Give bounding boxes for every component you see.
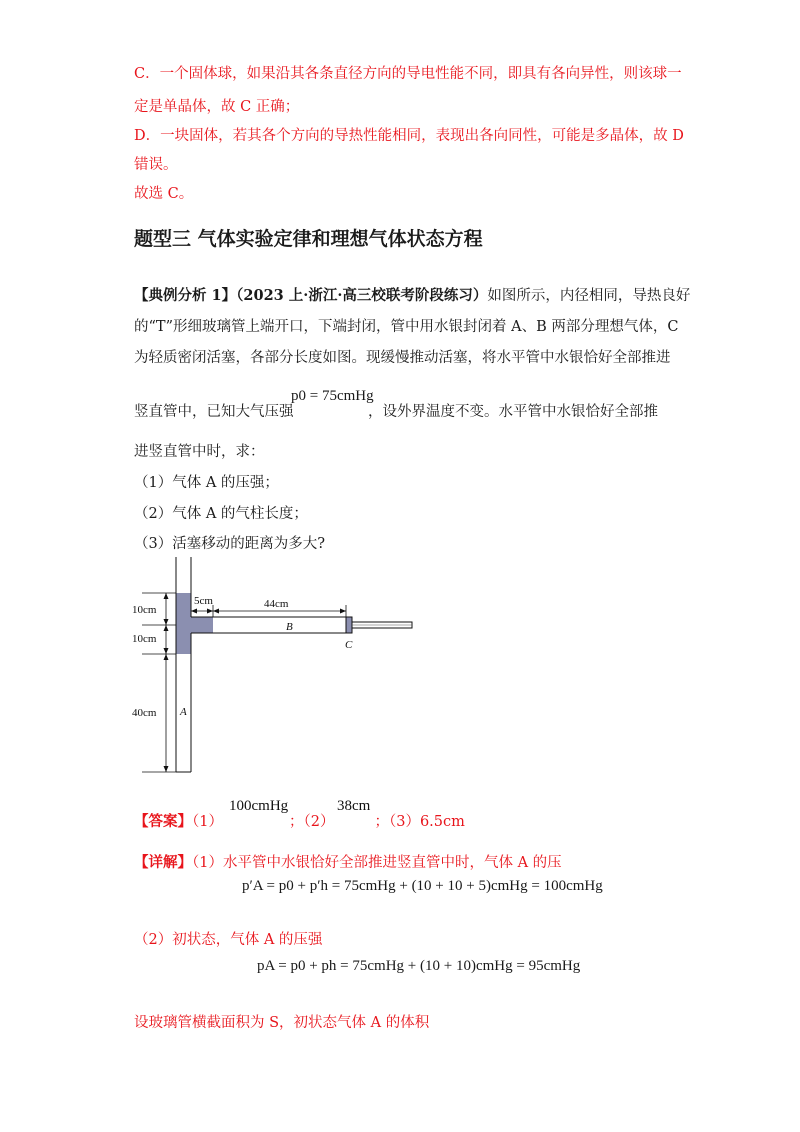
example-line3: 为轻质密闭活塞，各部分长度如图。现缓慢推动活塞，将水平管中水银恰好全部推进 — [134, 350, 671, 366]
label-5cm: 5cm — [194, 595, 213, 607]
section-title: 题型三 气体实验定律和理想气体状态方程 — [134, 228, 483, 250]
p0-formula: p0 = 75cmHg — [291, 388, 374, 404]
arrow-icon — [164, 766, 169, 772]
option-c-line2: 定是单晶体，故 C 正确； — [134, 99, 300, 115]
example-line4-pre: 竖直管中，已知大气压强 — [134, 404, 294, 420]
label-10cm-mid: 10cm — [132, 633, 157, 645]
label-gas-a: A — [180, 706, 187, 718]
answer-tag: 【答案】 — [134, 813, 192, 830]
arrow-icon — [164, 654, 169, 660]
detail-text-1: （1）水平管中水银恰好全部推进竖直管中时，气体 A 的压 — [192, 855, 562, 871]
answer-line — [134, 812, 465, 832]
detail-line1 — [134, 853, 562, 873]
answer-1-num: （1） — [192, 814, 223, 830]
option-c-line1: C．一个固体球，如果沿其各条直径方向的导电性能不同，即具有各向异性，则该球一 — [134, 66, 682, 82]
mercury-vertical — [176, 593, 191, 654]
detail-line2: （2）初状态，气体 A 的压强 — [134, 932, 323, 948]
label-44cm: 44cm — [264, 598, 289, 610]
detail-tag: 【详解】 — [134, 854, 192, 871]
arrow-icon — [191, 609, 197, 614]
detail-line3: 设玻璃管横截面积为 S，初状态气体 A 的体积 — [134, 1015, 430, 1031]
t-tube-diagram — [130, 555, 420, 780]
example-line1-tail: 如图所示，内径相同，导热良好 — [487, 288, 691, 304]
label-40cm: 40cm — [132, 707, 157, 719]
example-tag: 【典例分析 1】 — [134, 287, 237, 304]
arrow-icon — [164, 593, 169, 599]
arrow-icon — [164, 619, 169, 625]
label-gas-b: B — [286, 621, 293, 633]
arrow-icon — [164, 648, 169, 654]
equation-1: p′A = p0 + p′h = 75cmHg + (10 + 10 + 5)cmHg = 100cmHg — [242, 878, 603, 894]
question-3: （3）活塞移动的距离为多大? — [134, 536, 325, 552]
mercury-horizontal — [191, 617, 213, 633]
label-piston-c: C — [345, 639, 353, 651]
arrow-icon — [164, 625, 169, 631]
label-10cm-top: 10cm — [132, 604, 157, 616]
conclusion: 故选 C。 — [134, 186, 194, 202]
example-line4-post: ，设外界温度不变。水平管中水银恰好全部推 — [368, 404, 658, 420]
example-line2: 的“T”形细玻璃管上端开口，下端封闭，管中用水银封闭着 A、B 两部分理想气体，C — [134, 319, 679, 335]
answer-2-num: ；（2） — [288, 814, 335, 830]
example-source: （2023 上·浙江·高三校联考阶段练习） — [236, 287, 488, 304]
example-line5: 进竖直管中时，求： — [134, 444, 265, 460]
answer-3: ；（3）6.5cm — [374, 814, 465, 830]
answer-2-value: 38cm — [337, 798, 371, 814]
option-d-line1: D．一块固体，若其各个方向的导热性能相同，表现出各向同性，可能是多晶体，故 D — [134, 128, 684, 144]
answer-1-value: 100cmHg — [229, 798, 289, 814]
arrow-icon — [340, 609, 346, 614]
question-2: （2）气体 A 的气柱长度； — [134, 506, 308, 522]
piston-c — [346, 617, 352, 633]
option-d-line2: 错误。 — [134, 157, 178, 173]
example-line1 — [134, 286, 690, 306]
question-1: （1）气体 A 的压强； — [134, 475, 279, 491]
equation-2: pA = p0 + ph = 75cmHg + (10 + 10)cmHg = 95cmHg — [257, 958, 581, 974]
arrow-icon — [213, 609, 219, 614]
arrow-icon — [207, 609, 213, 614]
